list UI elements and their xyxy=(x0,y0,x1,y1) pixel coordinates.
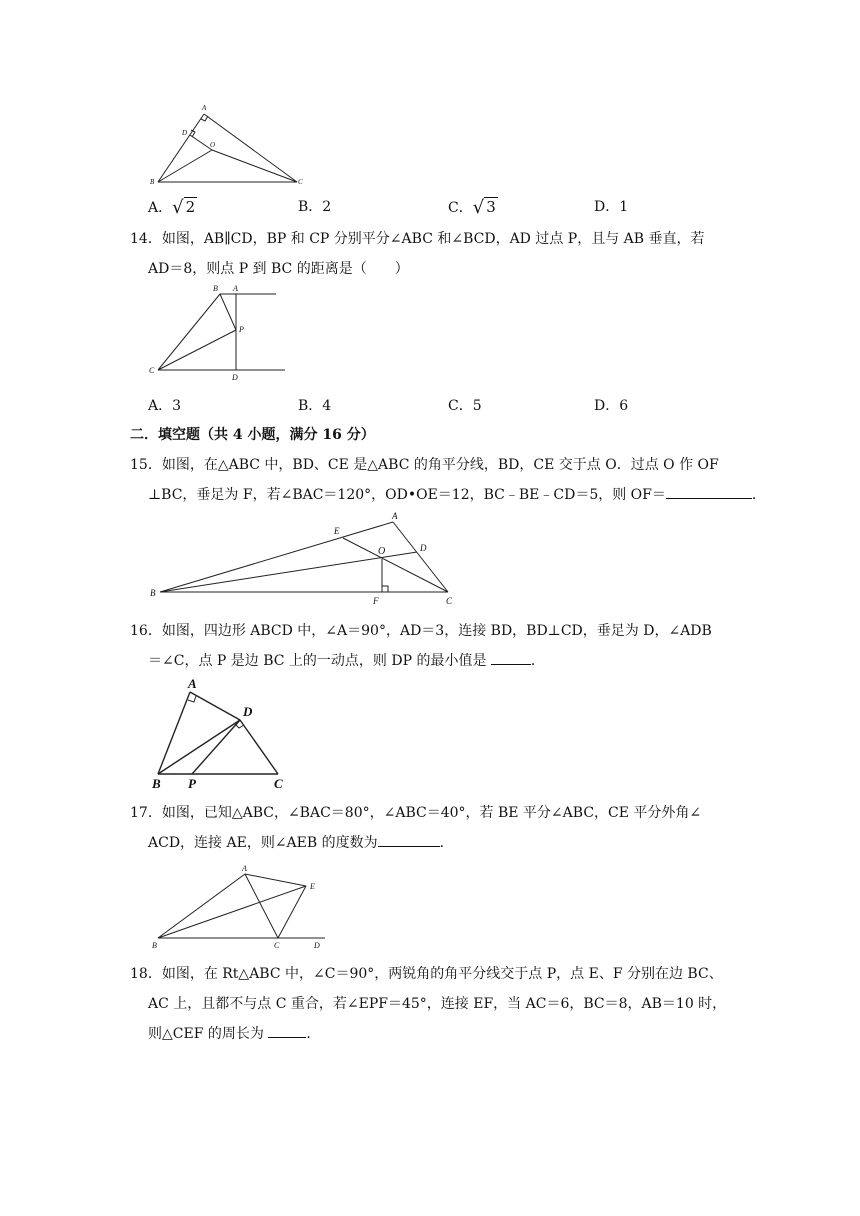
q17-text-line2 xyxy=(148,832,454,852)
q15-text-line2-a: ⊥BC，垂足为 F，若∠BAC＝120°，OD•OE＝12，BC﹣BE﹣CD＝5，则 OF＝ xyxy=(148,487,666,503)
q16-text-line2-a: ＝∠C，点 P 是边 BC 上的一动点，则 DP 的最小值是 xyxy=(148,653,491,669)
q13-option-c-letter: C． xyxy=(448,200,473,216)
q14-label-d: D xyxy=(232,373,238,382)
q17-answer-blank[interactable] xyxy=(378,832,440,847)
q15-text-line2 xyxy=(148,484,766,504)
q16-label-p: P xyxy=(188,776,196,791)
q16-label-a: A xyxy=(188,676,197,691)
q16-text-line2 xyxy=(148,650,545,670)
q14-option-b[interactable]: B．4 xyxy=(298,398,332,414)
q15-text-line1: 15．如图，在△ABC 中，BD、CE 是△ABC 的角平分线，BD，CE 交于点 O．过点 O 作 OF xyxy=(130,457,719,473)
q13-option-c-value: 3 xyxy=(486,198,496,216)
q17-label-d: D xyxy=(314,941,320,950)
q18-text-line3-b: ． xyxy=(306,1026,321,1042)
q16-answer-blank[interactable] xyxy=(491,650,531,665)
q13-option-b-value: 2 xyxy=(322,199,332,215)
q14-text-line2: AD＝8，则点 P 到 BC 的距离是（ ） xyxy=(148,261,409,277)
q13-figure xyxy=(140,100,320,192)
q16-text-line1: 16．如图，四边形 ABCD 中，∠A＝90°，AD＝3，连接 BD，BD⊥CD，垂足为 D，∠ADB xyxy=(130,623,712,639)
q14-option-d[interactable]: D．6 xyxy=(594,398,629,414)
q15-label-b: B xyxy=(150,588,156,598)
q15-label-f: F xyxy=(373,596,379,606)
q13-option-d[interactable] xyxy=(594,196,628,216)
q13-option-a[interactable]: A．√ 2 xyxy=(148,197,196,218)
q15-label-c: C xyxy=(446,596,453,606)
q13-option-b-letter: B． xyxy=(298,199,323,215)
q15-label-d: D xyxy=(420,543,427,553)
q13-option-a-value: 2 xyxy=(185,198,196,216)
q17-text-line1: 17．如图，已知△ABC，∠BAC＝80°，∠ABC＝40°，若 BE 平分∠ABC，CE 平分外角∠ xyxy=(130,805,702,821)
q15-label-e: E xyxy=(334,526,340,536)
q18-text-line3 xyxy=(148,1023,320,1043)
q18-text-line1: 18．如图，在 Rt△ABC 中，∠C＝90°，两锐角的角平分线交于点 P，点 E、F 分别在边 BC、 xyxy=(130,966,723,982)
q14-option-a[interactable]: A．3 xyxy=(148,398,182,414)
q16-text-line2-b: ． xyxy=(530,653,545,669)
q13-label-o: O xyxy=(210,141,216,149)
q14-label-p: P xyxy=(239,325,244,334)
q15-label-o: O xyxy=(378,546,386,557)
q18-answer-blank[interactable] xyxy=(268,1023,306,1038)
q17-label-c: C xyxy=(274,941,280,950)
q16-label-c: C xyxy=(274,776,283,791)
section-2-heading: 二．填空题（共 4 小题，满分 16 分） xyxy=(130,427,375,443)
q17-text-line2-a: ACD，连接 AE，则∠AEB 的度数为 xyxy=(148,835,378,851)
q14-figure xyxy=(140,282,285,382)
q17-label-b: B xyxy=(152,941,157,950)
q13-label-a: A xyxy=(202,104,207,112)
q13-option-b[interactable] xyxy=(298,196,331,216)
q13-label-d: D xyxy=(182,129,188,137)
q15-text-line2-b: ． xyxy=(751,487,766,503)
q14-option-c[interactable]: C．5 xyxy=(448,398,482,414)
q16-figure xyxy=(140,672,300,792)
q16-label-b: B xyxy=(152,776,161,791)
q17-label-a: A xyxy=(242,864,247,873)
q13-label-b: B xyxy=(150,178,155,186)
q18-text-line3-a: 则△CEF 的周长为 xyxy=(148,1026,269,1042)
q14-text-line1: 14．如图，AB∥CD，BP 和 CP 分别平分∠ABC 和∠BCD，AD 过点 P，且与 AB 垂直，若 xyxy=(130,231,705,247)
q13-option-d-value: 1 xyxy=(619,199,629,215)
q13-option-c[interactable]: C．√ 3 xyxy=(448,197,496,218)
q14-label-a: A xyxy=(233,284,238,293)
q17-text-line2-b: ． xyxy=(439,835,454,851)
q13-option-a-letter: A． xyxy=(148,200,173,216)
q15-label-a: A xyxy=(392,511,398,521)
q13-label-c: C xyxy=(298,178,303,186)
q17-figure xyxy=(140,862,340,954)
q14-label-c: C xyxy=(149,366,155,375)
q13-option-d-letter: D． xyxy=(594,199,620,215)
q17-label-e: E xyxy=(310,882,315,891)
q15-answer-blank[interactable] xyxy=(666,484,752,499)
q18-text-line2: AC 上，且都不与点 C 重合，若∠EPF＝45°，连接 EF，当 AC＝6，BC＝8，AB＝10 时， xyxy=(148,996,727,1012)
q16-label-d: D xyxy=(243,704,253,719)
q15-figure xyxy=(140,508,470,608)
q14-label-b: B xyxy=(213,284,218,293)
